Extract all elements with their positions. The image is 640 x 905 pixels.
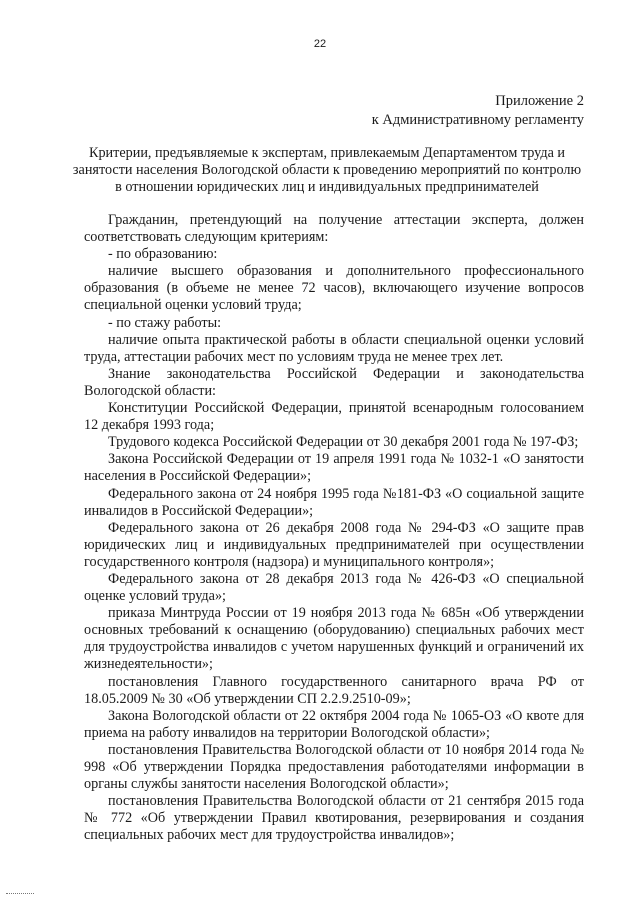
page-number: 22 [313, 38, 327, 50]
paragraph: Конституции Российской Федерации, принятой всенародным голосованием 12 декабря 1993 года; [84, 400, 584, 434]
paragraph: Трудового кодекса Российской Федерации от 30 декабря 2001 года № 197-ФЗ; [108, 434, 579, 451]
paragraph: Федерального закона от 28 декабря 2013 года № 426-ФЗ «О специальной оценке условий труда»; [84, 570, 584, 605]
appendix-line-1: Приложение 2 [495, 93, 584, 109]
appendix-line-2: к Административному регламенту [371, 112, 584, 128]
paragraph: Закона Российской Федерации от 19 апреля 1991 года № 1032-1 «О занятости населения в Российской Федерации»; [84, 451, 584, 485]
document-title: Критерии, предъявляемые к экспертам, привлекаемым Департаментом труда и занятости населения Вологодской области к проведению мероприятий по контролю в отношении юридических лиц и индивидуальных предпринимателей [72, 145, 582, 195]
paragraph: Закона Вологодской области от 22 октября 2004 года № 1065-ОЗ «О квоте для приема на работу инвалидов на территории Вологодской области»; [84, 707, 584, 741]
paragraph: постановления Главного государственного санитарного врача РФ от 18.05.2009 № 30 «Об утверждении СП 2.2.9.2510-09»; [84, 673, 584, 707]
paragraph: - по образованию: [108, 246, 218, 263]
paragraph: наличие высшего образования и дополнительного профессионального образования (в объеме не менее 72 часов), включающего изучение вопросов специальной оценки условий труда; [84, 263, 584, 314]
paragraph: Федерального закона от 24 ноября 1995 года №181-ФЗ «О социальной защите инвалидов в Российской Федерации»; [84, 485, 584, 519]
footer-mark [6, 893, 34, 894]
paragraph: Федерального закона от 26 декабря 2008 года № 294-ФЗ «О защите прав юридических лиц и индивидуальных предпринимателей при осуществлении государственного контроля (надзора) и муниципального контроля»; [84, 519, 584, 570]
paragraph: приказа Минтруда России от 19 ноября 2013 года № 685н «Об утверждении основных требований к оснащению (оборудованию) специальных рабочих мест для трудоустройства инвалидов с учетом нарушенных функций и ограничений их жизнедеятельности»; [84, 605, 584, 673]
paragraph: Знание законодательства Российской Федерации и законодательства Вологодской области: [84, 365, 584, 399]
document-body [84, 212, 584, 844]
appendix-header [372, 92, 584, 130]
paragraph: постановления Правительства Вологодской области от 21 сентября 2015 года № 772 «Об утверждении Правил квотирования, резервирования и создания специальных рабочих мест для трудоустройства инвалидов»; [84, 793, 584, 844]
paragraph: - по стажу работы: [108, 314, 222, 331]
paragraph: постановления Правительства Вологодской области от 10 ноября 2014 года № 998 «Об утверждении Порядка предоставления работодателями информации в органы службы занятости населения Вологодской области»; [84, 741, 584, 793]
paragraph: наличие опыта практической работы в области специальной оценки условий труда, аттестации рабочих мест по условиям труда не менее трех лет. [84, 331, 584, 365]
paragraph: Гражданин, претендующий на получение аттестации эксперта, должен соответствовать следующим критериям: [84, 212, 584, 246]
